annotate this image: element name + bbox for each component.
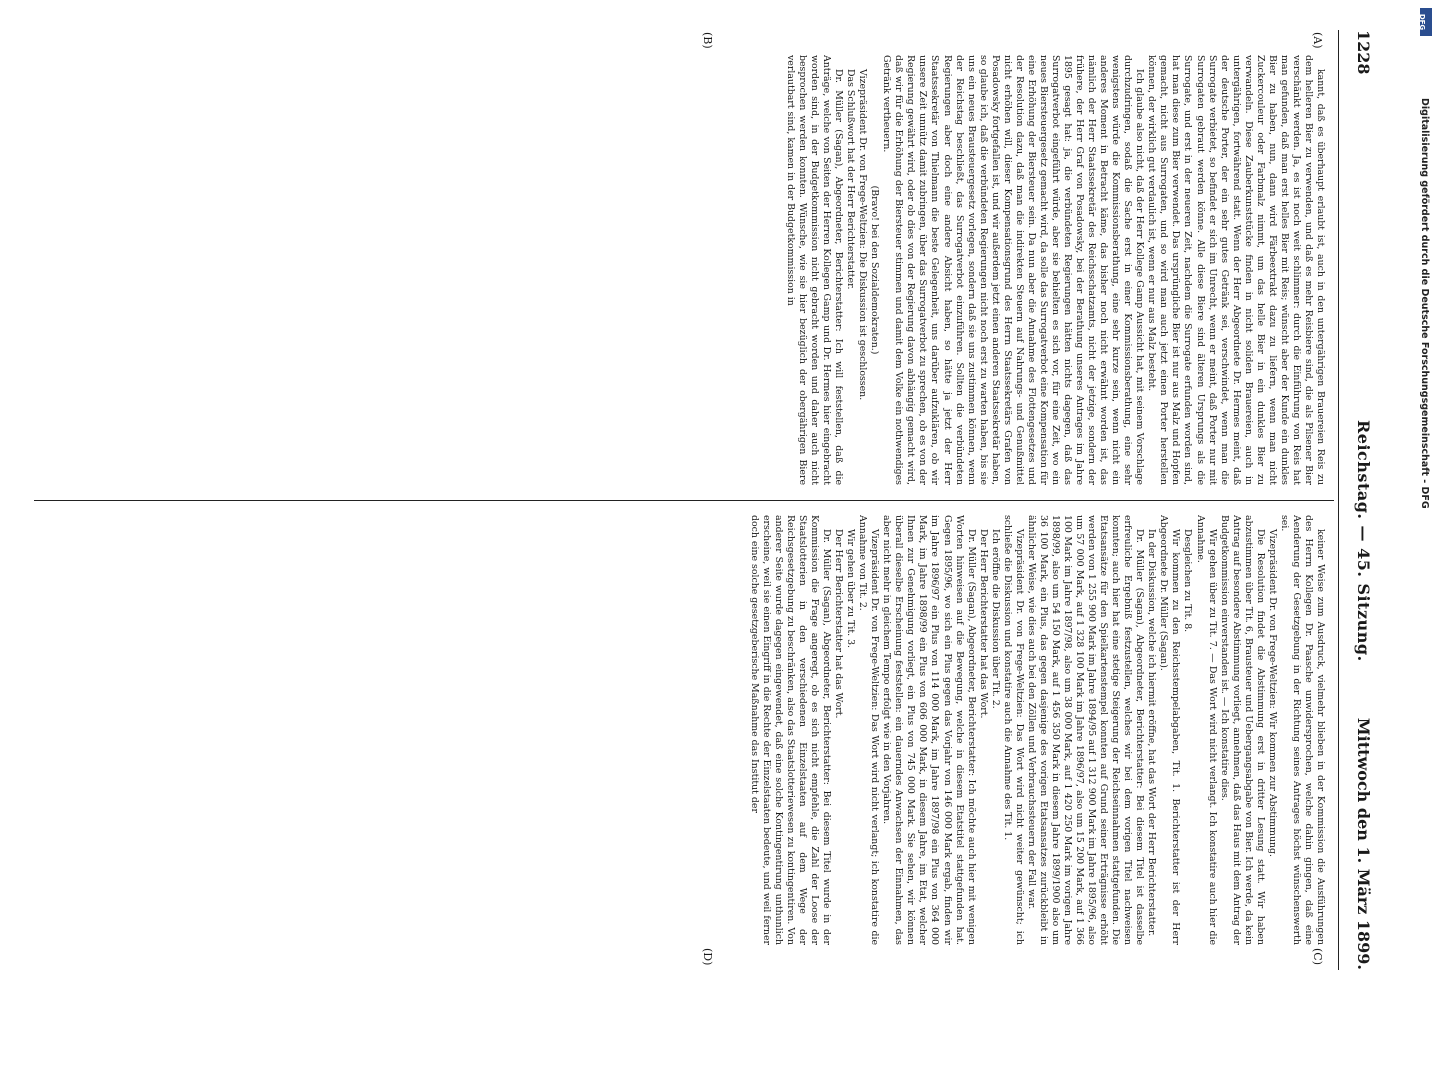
paragraph: Das Schlußwort hat der Herr Berichterstatter. xyxy=(845,69,857,290)
marker-a: (A) xyxy=(1311,32,1324,49)
marker-c: (C) xyxy=(1311,948,1324,965)
paragraph: In der Diskussion, welche ich hiermit eröffne, hat das Wort der Herr Berichterstatter. xyxy=(1146,529,1158,937)
paragraph: Dr. Müller (Sagan), Abgeordneter, Berichterstatter: Bei diesem Titel wurde in der Kommission die Frage angeregt, ob es sich nicht empfehle, die Zahl der Loose der Staatslotterien in den verschiedenen Einzelstaaten auf dem Wege der Reichsgesetzgebung zu beschränken, also das Staatslotteriewesen zu kontingentiren. Von anderer Seite wurde dagegen eingewendet, daß eine solche Kontingentirung unthunlich erscheine, weil sie einen Eingriff in die Rechte der Einzelstaaten bedeute, und weil ferner doch eine solche gesetzgeberische Maßnahme das Institut der xyxy=(748,515,833,945)
digitization-credit xyxy=(1418,10,1432,990)
paragraph: Der Herr Berichterstatter hat das Wort. xyxy=(977,529,989,719)
paragraph: Ich glaube also nicht, daß der Herr Kollege Gamp Aussicht hat, mit seinem Vorschlage durchzudringen, sodaß die Sache erst in einer Kommissionsberathung, eine sehr wenigstens würde die Kommissionsberathung, eine sehr kurze sein, wenn nicht ein anderes Moment in Betracht käme, das bisher noch nicht erwähnt worden ist, das nämlich der Herr Staatssekretär des Reichsschatzamts, nicht der jetzige, sondern der frühere, der Herr Graf von Posadowsky, bei der Berathung unseres Antrages im Jahre 1895 gesagt hat: ja, die verbündeten Regierungen hätten nichts dagegen, daß das Surrogatverbot eingeführt würde, aber sie behielten es sich vor, für eine Zeit, wo ein neues Biersteuergesetz gemacht wird, da solle das Surrogatverbot eine Kompensation für eine Erhöhung der Biersteuer sein. Da nun aber die Annahme des Flottengesetzes und der Resolution dazu, daß man die indirekten Steuern auf Nahrungs- und Genußmittel nicht erhöhen will, dieser Kompensationsgrund des Herrn Staatssekretärs Grafen von Posadowsky fortgefallen ist, und wir außerdem jetzt einen anderen Staatssekretär haben, so glaube ich, daß die verbündeten Regierungen nicht noch erst zu warten haben, bis sie uns ein neues Brausteuergesetz vorlegen, sondern daß sie uns zustimmen können, wenn der Reichstag beschließt, das Surrogatverbot einzuführen. Sollten die verbündeten Regierungen aber doch eine andere Absicht haben, so hätte ja jetzt der Herr Staatssekretär von Thielmann die beste Gelegenheit, uns darüber aufzuklären, ob wir unsere Zeit unnütz damit zubringen, über das Surrogatverbot zu sprechen, ob es von der Regierung gewährt wird, oder ob dies von der Regierung davon abhängig gemacht wird, daß wir für die Erhöhung der Biersteuer stimmen und damit dem Volke ein nothwendiges Getränk vertheuern. xyxy=(881,55,1146,485)
column-divider xyxy=(34,500,1334,501)
marker-b: (B) xyxy=(701,32,714,49)
paragraph: Wir gehen über zu Tit. 7. — Das Wort wird nicht verlangt. Ich konstatire auch hier die Annahme. xyxy=(1194,515,1218,945)
session-title: Reichstag. — 45. Sitzung. xyxy=(1354,420,1373,662)
paragraph: Wir kommen zu den Reichsstempelabgaben, Tit. 1. Berichterstatter ist der Herr Abgeordnete Dr. Müller (Sagan). xyxy=(1158,515,1182,945)
paragraph: Die Resolution findet die Abstimmung erst in dritter Lesung statt. Wir haben abzustimmen über Tit. 6, Brausteuer und Uebergangsabgabe von Bier. Ich werde, da kein Antrag auf besondere Abstimmung vorliegt, annehmen, daß das Haus mit dem Antrag der Budgetkommission einverstanden ist. — Ich konstatire dies. xyxy=(1218,515,1266,945)
page-header xyxy=(1341,30,1379,970)
paragraph: kannt, daß es überhaupt erlaubt ist, auch in den untergährigen Brauereien Reis zu dem helleren Bier zu verwenden, und daß es mehr Reisbiere sind, die als Pilsener Bier verschänkt werden. Ja, es ist noch weit schlimmer: durch die Einführung von Reis hat man gefunden, daß man erst helles Bier mit Reis; wünscht aber der Kunde ein dunkles Bier zu haben, nun, dann wird Färbeextrakt dazu zu liefern, wenn man nicht Zuckercouleur oder Farbmalz nimmt, um das helle Bier in ein dunkles Bier zu verwandeln. Diese Zauberkunststücke finden in nicht soliden Brauereien, auch in untergährigen, fortwährend statt. Wenn der Herr Abgeordnete Dr. Hermes meint, daß der deutsche Porter, der ein sehr gutes Getränk sei, verschwindet, wenn man die Surrogate verbietet, so befindet er sich im Unrecht, wenn er meint, daß Porter nur mit Surrogaten gebraut werden könne. Alle diese Biere sind älteren Ursprungs als die Surrogate, und erst in der neueren Zeit, nachdem die Surrogate erfunden worden sind, hat man diese zum Bier verwendet. Das ursprüngliche Bier ist nur aus Malz und Hopfen gemacht, nicht aus Surrogaten, und so wird man auch jetzt einen Porter herstellen können, der wirklich gut verdaulich ist, wenn er nur aus Malz besteht. xyxy=(1146,55,1326,485)
paragraph: Vizepräsident Dr. von Frege-Weltzien: Wir kommen zur Abstimmung. xyxy=(1266,529,1278,858)
paragraph: Vizepräsident Dr. von Frege-Weltzien: Die Diskussion ist geschlossen. xyxy=(857,69,869,401)
paragraph: Desgleichen zu Tit. 8. xyxy=(1182,529,1194,633)
header-rule xyxy=(1338,30,1339,970)
paragraph: Ich eröffne die Diskussion über Tit. 2. xyxy=(989,529,1001,709)
left-column xyxy=(36,55,1326,485)
paragraph: Der Herr Berichterstatter hat das Wort. xyxy=(833,529,845,719)
dfg-logo: DFG xyxy=(1420,8,1432,36)
marker-d: (D) xyxy=(701,948,714,966)
paragraph: Wir gehen über zu Tit. 3. xyxy=(845,529,857,649)
paragraph: Vizepräsident Dr. von Frege-Weltzien: Das Wort wird nicht verlangt; ich konstatire die Annahme von Tit. 2. xyxy=(857,515,881,945)
paragraph-applause: (Bravo! bei den Sozialdemokraten.) xyxy=(869,185,881,355)
credit-text: Digitalisierung gefördert durch die Deutsche Forschungsgemeinschaft - DFG xyxy=(1419,98,1430,509)
paragraph: keiner Weise zum Ausdruck, vielmehr blieben in der Kommission die Ausführungen des Herrn Kollegen Dr. Paasche unwidersprochen, welche dahin gingen, daß eine Aenderung der Gesetzgebung in der Richtung seines Antrages höchst wünschenswerth sei. xyxy=(1278,515,1326,945)
session-date: Mittwoch den 1. März 1899. xyxy=(1354,717,1373,970)
paragraph: Dr. Müller (Sagan), Abgeordneter, Berichterstatter: Bei diesem Titel ist dasselbe erfreuliche Ergebniß festzustellen, welches wir bei dem vorigen Titel nachweisen konnten; auch hier hat eine stetige Steigerung der Reichseinnahmen stattgefunden. Die Etatsansätze für den Spielkartenstempel konnten auf Grund seiner Erträgnisse erhöht werden von 1 255 900 Mark im Jahre 1894/95 auf 1 312 900 Mark im Jahre 1895/96, also um 57 000 Mark, auf 1 328 100 Mark im Jahre 1896/97, also um 15 200 Mark, auf 1 366 100 Mark im Jahre 1897/98, also um 38 000 Mark, auf 1 420 250 Mark im vorigen Jahre 1898/99, also um 54 150 Mark, auf 1 456 350 Mark in diesem Jahre 1899/1900 also um 36 100 Mark, ein Plus, das gegen dasjenige des vorigen Etatsansatzes zurückbleibt in ähnlicher Weise, wie dies auch bei den Zöllen und Verbrauchssteuern der Fall war. xyxy=(1025,515,1146,945)
right-column xyxy=(36,515,1326,945)
paragraph: Dr. Müller (Sagan), Abgeordneter, Berichterstatter: Ich will feststellen, daß die Anträge, welche von Seiten der Herren Kollegen Gamp und Dr. Hermes hier eingebracht worden sind, in der Budgetkommission nicht gebracht worden und daher auch nicht besprochen werden konnten. Wünsche, wie sie hier bezüglich der obergährigen Biere verlautbart sind, kamen in der Budgetkommission in xyxy=(784,55,845,485)
paragraph: Dr. Müller (Sagan), Abgeordneter, Berichterstatter: Ich möchte auch hier mit wenigen Worten hinweisen auf die Bewegung, welche in diesem Etatstitel stattgefunden hat. Gegen 1895/96, wo sich ein Plus gegen das Vorjahr von 146 000 Mark ergab, finden wir im Jahre 1896/97 ein Plus von 114 000 Mark, im Jahre 1897/98 ein Plus von 364 000 Mark, im Jahre 1898/99 ein Plus von 606 000 Mark, in diesem Jahre, im Etat, welcher Ihnen zur Genehmigung vorliegt, ein Plus von 745 000 Mark. Sie sehen, wir können überall dieselbe Erscheinung feststellen: ein dauerndes Anwachsen der Einnahmen, das aber nicht mehr in gleichem Tempo erfolgt wie in den Vorjahren. xyxy=(881,515,977,945)
paragraph: Vizepräsident Dr. von Frege-Weltzien: Das Wort wird nicht weiter gewünscht; ich schließe die Diskussion und konstatire auch die Annahme des Tit. 1. xyxy=(1001,515,1025,945)
page-number: 1228 xyxy=(1354,30,1373,75)
